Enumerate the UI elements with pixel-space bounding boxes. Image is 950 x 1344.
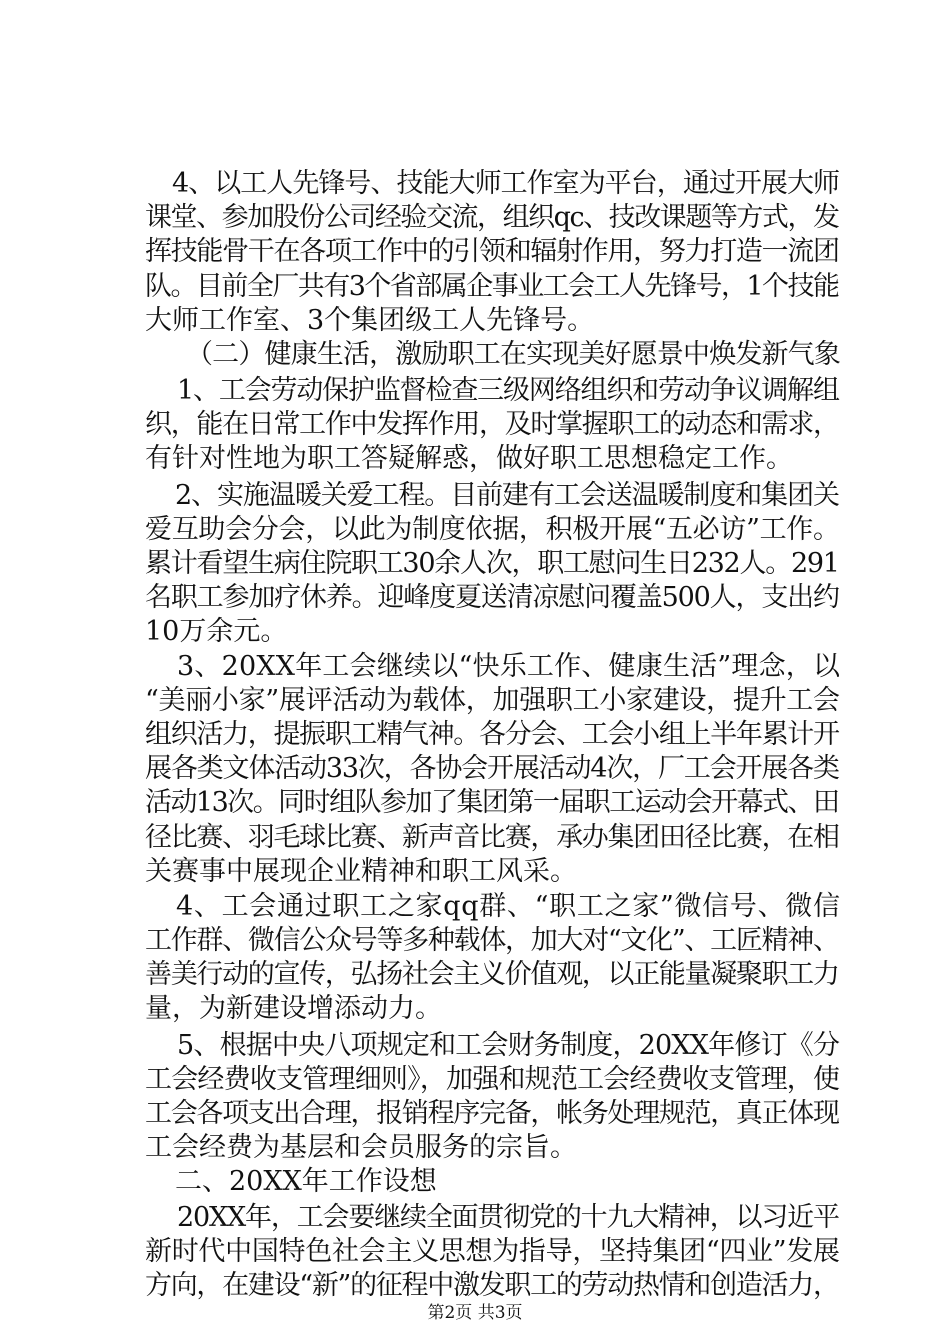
text-line: 1、工会劳动保护监督检查三级网络组织和劳动争议调解组 bbox=[177, 375, 839, 406]
text-line: 队。目前全厂共有3个省部属企事业工会工人先锋号，1个技能 bbox=[145, 271, 839, 302]
text-line: 4、以工人先锋号、技能大师工作室为平台，通过开展大师 bbox=[172, 168, 840, 199]
text-line: 组织活力，提振职工精气神。各分会、工会小组上半年累计开 bbox=[145, 719, 839, 750]
text-line: 工会经费为基层和会员服务的宗旨。 bbox=[145, 1132, 577, 1163]
text-line: 累计看望生病住院职工30余人次，职工慰问生日232人。291 bbox=[145, 548, 839, 579]
text-line: 有针对性地为职工答疑解惑，做好职工思想稳定工作。 bbox=[145, 443, 793, 474]
text-line: 爱互助会分会，以此为制度依据，积极开展“五必访”工作。 bbox=[145, 514, 840, 545]
text-line: 方向，在建设“新”的征程中激发职工的劳动热情和创造活力， bbox=[145, 1270, 839, 1301]
text-line: 织，能在日常工作中发挥作用，及时掌握职工的动态和需求， bbox=[145, 409, 839, 440]
text-line: 10万余元。 bbox=[145, 616, 288, 647]
text-line: 关赛事中展现企业精神和职工风采。 bbox=[145, 856, 577, 887]
page-footer: 第2页 共3页 bbox=[427, 1303, 523, 1323]
text-line: 新时代中国特色社会主义思想为指导，坚持集团“四业”发展 bbox=[145, 1236, 840, 1267]
section-heading: （二）健康生活，激励职工在实现美好愿景中焕发新气象 bbox=[186, 339, 840, 370]
text-line: 工会各项支出合理，报销程序完备，帐务处理规范，真正体现 bbox=[145, 1098, 839, 1129]
text-line: 活动13次。同时组队参加了集团第一届职工运动会开幕式、田 bbox=[145, 787, 839, 818]
text-line: 2、实施温暖关爱工程。目前建有工会送温暖制度和集团关 bbox=[175, 480, 839, 511]
text-line: 5、根据中央八项规定和工会财务制度，20XX年修订《分 bbox=[177, 1030, 840, 1061]
text-line: 课堂、参加股份公司经验交流，组织qc、技改课题等方式，发 bbox=[145, 202, 839, 233]
text-line: 名职工参加疗休养。迎峰度夏送清凉慰问覆盖500人，支出约 bbox=[145, 582, 839, 613]
text-line: 径比赛、羽毛球比赛、新声音比赛，承办集团田径比赛，在相 bbox=[145, 822, 839, 853]
text-line: “美丽小家”展评活动为载体，加强职工小家建设，提升工会 bbox=[145, 685, 840, 716]
text-line: 量，为新建设增添动力。 bbox=[145, 993, 442, 1024]
text-line: 工作群、微信公众号等多种载体，加大对“文化”、工匠精神、 bbox=[145, 925, 839, 956]
text-line: 展各类文体活动33次，各协会开展活动4次，厂工会开展各类 bbox=[145, 753, 839, 784]
text-line: 20XX年，工会要继续全面贯彻党的十九大精神，以习近平 bbox=[177, 1202, 839, 1233]
text-line: 大师工作室、3个集团级工人先锋号。 bbox=[145, 305, 595, 336]
text-line: 3、20XX年工会继续以“快乐工作、健康生活”理念，以 bbox=[177, 651, 841, 682]
section-heading: 二、20XX年工作设想 bbox=[175, 1166, 437, 1197]
text-line: 善美行动的宣传，弘扬社会主义价值观，以正能量凝聚职工力 bbox=[145, 959, 839, 990]
text-line: 4、工会通过职工之家qq群、“职工之家”微信号、微信 bbox=[176, 891, 841, 922]
text-line: 工会经费收支管理细则》，加强和规范工会经费收支管理，使 bbox=[145, 1064, 840, 1095]
text-line: 挥技能骨干在各项工作中的引领和辐射作用，努力打造一流团 bbox=[145, 236, 839, 267]
